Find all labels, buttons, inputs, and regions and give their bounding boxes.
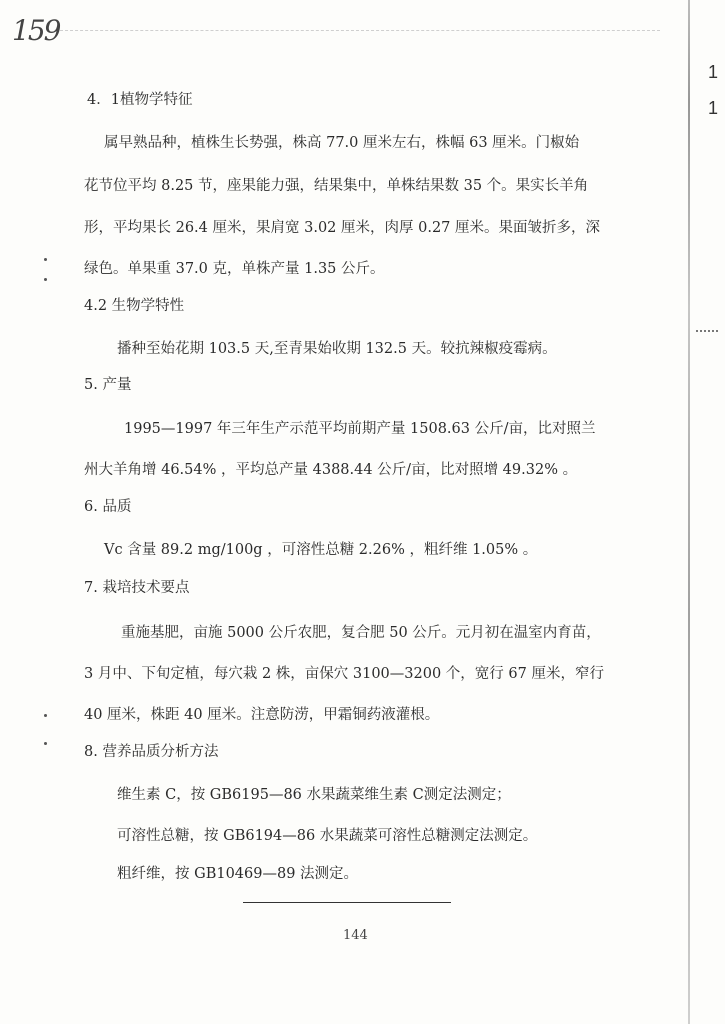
scan-edge-mark [696,330,718,332]
paragraph-line: 维生素 C，按 GB6195—86 水果蔬菜维生素 C测定法测定； [117,787,511,803]
section-heading-8: 8. 营养品质分析方法 [84,744,219,760]
paragraph-line: 形，平均果长 26.4 厘米，果肩宽 3.02 厘米，肉厚 0.27 厘米。果面皱折多，深 [84,220,601,236]
paragraph-line: 属早熟品种，植株生长势强，株高 77.0 厘米左右，株幅 63 厘米。门椒始 [104,135,580,151]
paragraph-line: 粗纤维，按 GB10469—89 法测定。 [117,866,359,882]
paragraph-line: Vc 含量 89.2 mg/100g ，可溶性总糖 2.26% ，粗纤维 1.05% 。 [104,542,538,558]
section-heading-5: 5. 产量 [84,377,132,393]
edge-digit-2: 1 [708,98,719,118]
margin-speck [44,278,47,281]
paragraph-line: 重施基肥，亩施 5000 公斤农肥，复合肥 50 公斤。元月初在温室内育苗， [121,625,601,641]
page-number: 144 [343,928,368,943]
footer-rule [243,902,451,903]
margin-speck [44,258,47,261]
paragraph-line: 州大羊角增 46.54% ，平均总产量 4388.44 公斤/亩，比对照增 49.32% 。 [84,462,578,478]
paragraph-line: 40 厘米，株距 40 厘米。注意防涝，甲霜铜药液灌根。 [84,707,440,723]
paragraph-line: 3 月中、下旬定植，每穴栽 2 株，亩保穴 3100—3200 个，宽行 67 厘米，窄行 [84,666,604,682]
paragraph-line: 1995—1997 年三年生产示范平均前期产量 1508.63 公斤/亩，比对照兰 [124,421,596,437]
margin-speck [44,742,47,745]
paragraph-line: 花节位平均 8.25 节，座果能力强，结果集中，单株结果数 35 个。果实长羊角 [84,178,589,194]
section-heading-4-2: 4.2 生物学特性 [84,298,185,314]
scan-header-line [60,30,660,31]
section-heading-6: 6. 品质 [84,499,132,515]
margin-speck [44,714,47,717]
section-heading-4-1: 4．1植物学特征 [87,92,193,108]
section-heading-7: 7. 栽培技术要点 [84,580,190,596]
paragraph-line: 播种至始花期 103.5 天,至青果始收期 132.5 天。较抗辣椒疫霉病。 [117,341,557,357]
paragraph-line: 绿色。单果重 37.0 克，单株产量 1.35 公斤。 [84,261,385,277]
scan-edge-shadow [688,0,690,1024]
paragraph-line: 可溶性总糖，按 GB6194—86 水果蔬菜可溶性总糖测定法测定。 [117,828,538,844]
edge-digit-1: 1 [708,62,719,82]
handwritten-page-number: 159 [12,14,60,47]
